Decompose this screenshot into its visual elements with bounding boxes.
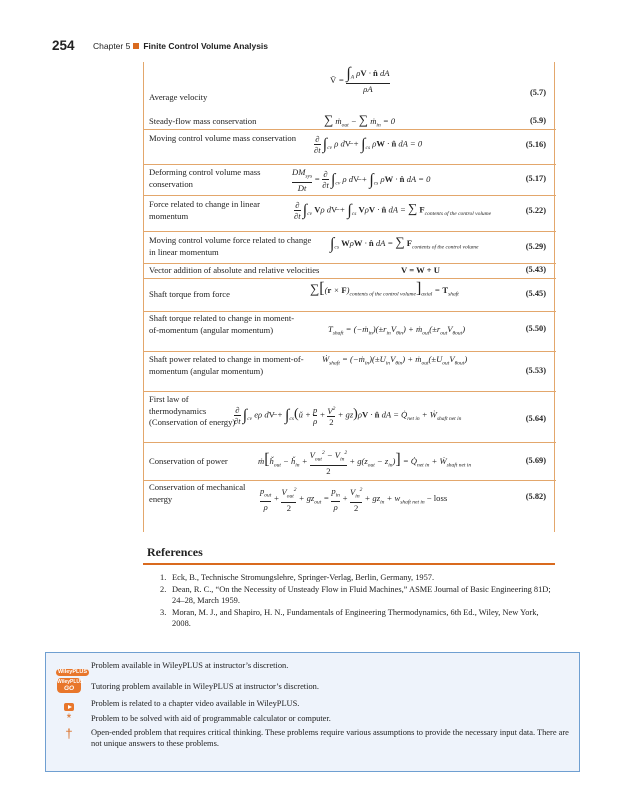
table-rule xyxy=(144,164,556,165)
equation-number: (5.45) xyxy=(525,289,546,298)
equation-number: (5.17) xyxy=(525,174,546,183)
equation-5-69: $ṁ[ȟ_{out}$ − $ȟ_{in}$ + $\frac{V_{out}^2 - V_{in}^2}{2}$ + $g(z_{out} - z_{in})$] = $Q̇_{net in}$ + Ẇ$_{shaft net in}$ xyxy=(258,449,472,476)
equation-5-29: $\int_{cs}$ WρW · n̂ dA = ∑ $F_{contents of the control volume}$ xyxy=(330,234,479,253)
equation-number: (5.22) xyxy=(525,206,546,215)
table-rule xyxy=(144,195,556,196)
page-number: 254 xyxy=(52,38,75,53)
wileyplus-icon: WileyPLUS xyxy=(58,669,87,675)
equation-label: First law of thermodynamics (Conservation of energy) xyxy=(149,394,236,427)
equation-number: (5.64) xyxy=(525,414,546,423)
table-rule xyxy=(144,480,556,481)
references-heading: References xyxy=(147,545,203,559)
equation-number: (5.69) xyxy=(525,456,546,465)
equation-label: Conservation of mechanical energy xyxy=(149,482,246,504)
equation-number: (5.82) xyxy=(525,492,546,501)
problem-legend-box: WileyPLUS Problem available in WileyPLUS at instructor’s discretion. WileyPLUS GO Tutoring problem available in WileyPLUS at instructor’s discretion. Problem is related to a chapter video available in WileyPLUS. * Problem to be solved with aid of programmable calculator or computer. † Open-ended problem that requires critical thinking. These problems require various assumptions to provide the necessary input data. There are not unique answers to these problems. xyxy=(45,652,580,772)
table-rule xyxy=(144,442,556,443)
equation-5-16: $\frac{\partial}{\partial t}$ $\int_{cv}$ ρ dV̶ + $\int_{cs}$ ρW · n̂ dA = 0 xyxy=(314,134,423,155)
equation-number: (5.16) xyxy=(525,140,546,149)
equation-label: Force related to change in linear momentum xyxy=(149,199,260,221)
table-rule xyxy=(144,278,556,279)
equation-label: Conservation of power xyxy=(149,456,228,466)
equation-5-45: $\sum[(r \times F)_{contents of the control volume}]_{axial} = T_{shaft}$ xyxy=(310,280,459,298)
equation-summary-table xyxy=(143,62,555,532)
equation-5-7: V̄ = $\frac{\int_A \rho V \cdot n̂ dA}{\rho A}$ xyxy=(330,65,390,94)
running-head xyxy=(93,41,268,51)
equation-label: Moving control volume force related to change in linear momentum xyxy=(149,235,312,257)
equation-5-22: $\frac{\partial}{\partial t}$ $\int_{cv}$ Vρ dV̶ + $\int_{cs}$ VρV · n̂ dA = ∑ $F_{contents of the control volume}$ xyxy=(294,200,492,221)
reference-item: 3. Moran, M. J., and Shapiro, H. N., Fundamentals of Engineering Thermodynamics, 6th Ed., Wiley, New York, 2008. xyxy=(160,607,539,628)
table-rule xyxy=(144,351,556,352)
equation-label: Steady-flow mass conservation xyxy=(149,116,257,126)
page-header xyxy=(0,38,624,62)
table-rule xyxy=(144,231,556,232)
table-rule xyxy=(144,391,556,392)
equation-label: Average velocity xyxy=(149,92,208,102)
dagger-icon: † xyxy=(65,726,73,741)
references-rule xyxy=(143,563,555,565)
equation-5-17: $\frac{DM_{sys}}{Dt}$ = $\frac{\partial}{\partial t}$ $\int_{cv}$ ρ dV̶ + $\int_{cs}$ ρW · n̂ dA = 0 xyxy=(292,167,431,193)
equation-label: Vector addition of absolute and relative velocities xyxy=(149,265,320,275)
equation-number: (5.50) xyxy=(525,324,546,333)
table-rule xyxy=(144,129,556,130)
equation-label: Shaft power related to change in moment-of-momentum (angular momentum) xyxy=(149,354,304,376)
equation-5-9: ∑ ṁ$_{out}$ − ∑ ṁ$_{in}$ = 0 xyxy=(324,112,396,129)
equation-number: (5.53) xyxy=(525,366,546,375)
equation-label: Shaft torque from force xyxy=(149,289,230,299)
table-rule xyxy=(144,263,556,264)
asterisk-icon: * xyxy=(66,711,72,725)
equation-number: (5.43) xyxy=(525,265,546,274)
reference-item: 1. Eck, B., Technische Stromungslehre, Springer-Verlag, Berlin, Germany, 1957. xyxy=(160,573,435,582)
wileyplus-go-icon: WileyPLUS GO xyxy=(57,679,84,692)
equation-label: Moving control volume mass conservation xyxy=(149,133,297,143)
chapter-label: Chapter 5 xyxy=(93,41,131,51)
equation-label: Shaft torque related to change in moment-of-momentum (angular momentum) xyxy=(149,313,295,335)
equation-number: (5.9) xyxy=(529,116,546,125)
table-rule xyxy=(144,311,556,312)
equation-5-82: $\frac{p_{out}}{\rho}$ + $\frac{V_{out}^2}{2}$ + $gz_{out}$ = $\frac{p_{in}}{\rho}$ + $\frac{V_{in}^2}{2}$ + $gz_{in} + w_{shaft net in}$ − loss xyxy=(260,485,448,513)
chapter-title: Finite Control Volume Analysis xyxy=(143,41,269,51)
equation-label: Deforming control volume mass conservation xyxy=(149,167,261,189)
equation-number: (5.29) xyxy=(525,242,546,251)
equation-5-43: V = W + U xyxy=(401,265,440,275)
equation-5-64: $\frac{\partial}{\partial t}$ $\int_{cv}$ eρ dV̶ + $\int_{cs}(ǔ$ + $\frac{p}{\rho}$ + $\frac{V^2}{2}$ + gz)ρV · n̂ dA = $Q̇_{net in}$ + Ẇ$_{shaft net in}$ xyxy=(234,404,462,427)
equation-5-50: $T_{shaft}$ = $(-ṁ_{in})(\pm r_{in}V_{\theta in})$ + $ṁ_{out}(\pm r_{out}V_{\theta out})$ xyxy=(328,324,466,337)
equation-5-53: Ẇ$_{shaft}$ = $(-ṁ_{in})(\pm U_{in}V_{\theta in})$ + $ṁ_{out}(\pm U_{out}V_{\theta out})$ xyxy=(322,354,468,367)
square-bullet-icon xyxy=(133,43,139,49)
references-list xyxy=(160,572,555,630)
equation-number: (5.7) xyxy=(529,88,546,97)
reference-item: 2. Dean, R. C., “On the Necessity of Unsteady Flow in Fluid Machines,” ASME Journal of Basic Engineering 81D; 24–28, March 1959. xyxy=(160,584,551,605)
